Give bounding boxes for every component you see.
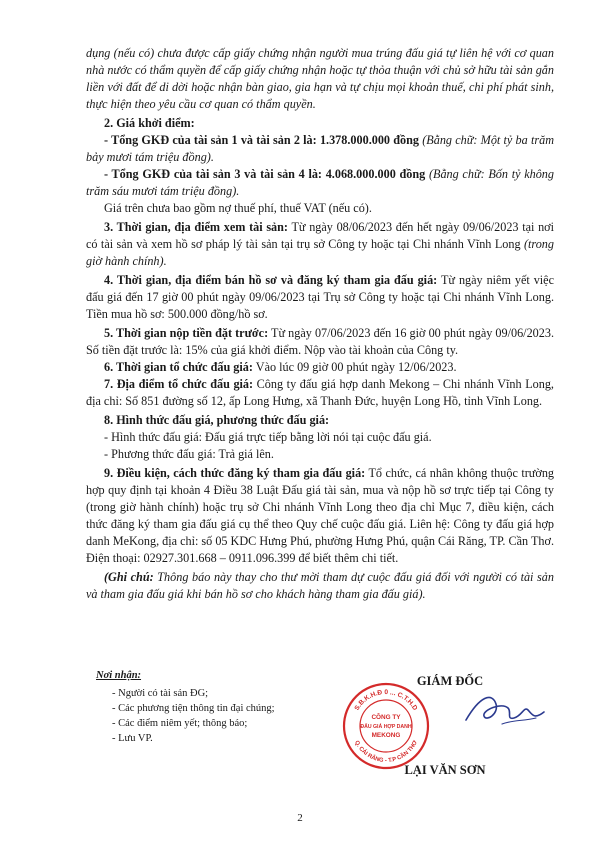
section-4-text: Từ ngày niêm yết việc đấu giá đến 17 giờ 00 phút ngày 09/06/2023 tại Trụ sở Công ty hoặc tại Chi nhánh Vĩnh Long. Tiền mua hồ sơ: 500.000 đồng/hồ sơ. [86, 273, 554, 321]
section-3-text: Từ ngày 08/06/2023 đến hết ngày 09/06/2023 tại nơi có tài sản và xem hồ sơ pháp lý tài sản tại trụ sở Công ty hoặc tại Chi nhánh Vĩnh Long [86, 220, 554, 251]
handwritten-signature [462, 690, 548, 730]
section-8-heading: 8. Hình thức đấu giá, phương thức đấu giá: [104, 413, 330, 427]
section-2-heading: 2. Giá khởi điểm: [104, 116, 195, 130]
section-9-text: Tổ chức, cá nhân không thuộc trường hợp quy định tại khoản 4 Điều 38 Luật Đấu giá tài sản, mua và nộp hồ sơ trực tiếp tại Công ty (trong giờ hành chính) hoặc trụ sở Chi nhánh Vĩnh Long theo địa chỉ Mục 7, điều kiện, cách thức đăng ký tham gia đấu giá cụ thể theo Quy chế cuộc đấu giá. Liên hệ: Công ty đấu giá hợp danh MeKong, địa chỉ: số 05 KDC Hưng Phú, phường Hưng Phú, quận Cái Răng, TP. Cần Thơ. Điện thoại: 02927.301.668 – 0911.096.399 để biết thêm chi tiết. [86, 466, 555, 565]
section-3 [86, 219, 554, 270]
section-7-text: Công ty đấu giá hợp danh Mekong – Chi nhánh Vĩnh Long, địa chỉ: Số 851 đường số 12, ấp Long Hưng, xã Thanh Đức, huyện Long Hồ, tỉnh Vĩnh Long. [86, 377, 554, 408]
section-5-text: Từ ngày 07/06/2023 đến 16 giờ 00 phút ngày 09/06/2023. Số tiền đặt trước là: 15% của giá khởi điểm. Nộp vào tài khoản của Công ty. [86, 326, 554, 357]
seal-line-3: MEKONG [371, 732, 401, 739]
section-3-heading: 3. Thời gian, địa điểm xem tài sản: [104, 220, 288, 234]
document-body [86, 45, 554, 603]
section-5-heading: 5. Thời gian nộp tiền đặt trước: [104, 326, 269, 340]
section-2-line-2 [86, 166, 554, 200]
section-4 [86, 272, 554, 323]
note-label: (Ghi chú: [104, 570, 154, 584]
section-2-note: Giá trên chưa bao gồm nợ thuế phí, thuế VAT (nếu có). [104, 201, 372, 215]
recipient-item: - Lưu VP. [112, 733, 153, 744]
section-6 [86, 359, 554, 376]
price-2-label: - Tổng GKĐ của tài sản 3 và tài sản 4 là: [104, 167, 326, 181]
price-1-words: (Bằng chữ: Một tỷ ba trăm bảy mươi tám triệu đồng). [86, 133, 554, 164]
section-8-item-2: - Phương thức đấu giá: Trả giá lên. [104, 447, 274, 461]
page-number: 2 [297, 812, 303, 824]
intro-paragraph: dụng (nếu có) chưa được cấp giấy chứng nhận người mua trúng đấu giá tự liên hệ với cơ quan nhà nước có thẩm quyền để cấp giấy chứng nhận hoặc tự thỏa thuận với chủ sở hữu tài sản gắn liền với đất để di dời hoặc nhận bàn giao, gia hạn và tự chịu mọi khoản thuế, chi phí phát sinh, thực hiện theo yêu cầu cơ quan có thẩm quyền. [86, 46, 554, 111]
section-8-item-1: - Hình thức đấu giá: Đấu giá trực tiếp bằng lời nói tại cuộc đấu giá. [104, 430, 432, 444]
section-5 [86, 325, 554, 359]
section-4-heading: 4. Thời gian, địa điểm bán hồ sơ và đăng ký tham gia đấu giá: [104, 273, 438, 287]
recipient-item: - Các điểm niêm yết; thông báo; [112, 718, 248, 729]
section-6-text: Vào lúc 09 giờ 00 phút ngày 12/06/2023. [252, 360, 457, 374]
price-2-words: (Bằng chữ: Bốn tỷ không trăm sáu mươi tám triệu đồng). [86, 167, 554, 198]
section-7-heading: 7. Địa điểm tổ chức đấu giá: [104, 377, 254, 391]
seal-line-1: CÔNG TY [371, 714, 401, 721]
section-7 [86, 376, 554, 410]
signer-title: GIÁM ĐỐC [416, 674, 484, 688]
recipients-title: Nơi nhận: [96, 670, 142, 681]
section-2-line-1 [86, 132, 554, 166]
price-1-value: 1.378.000.000 đồng [319, 133, 419, 147]
recipient-item: - Người có tài sản ĐG; [112, 688, 209, 699]
signer-name: LẠI VĂN SƠN [404, 763, 486, 777]
section-6-heading: 6. Thời gian tổ chức đấu giá: [104, 360, 253, 374]
seal-line-2: ĐẤU GIÁ HỢP DANH [360, 724, 412, 730]
section-9 [86, 465, 554, 567]
recipients-block [96, 668, 326, 746]
recipient-item: - Các phương tiện thông tin đại chúng; [112, 703, 275, 714]
seal-ring-text: S.B.K.H.Đ 0 ... C.T.H.D [353, 688, 419, 712]
price-2-value: 4.068.000.000 đồng [325, 167, 426, 181]
note-paragraph [86, 569, 554, 603]
company-seal [342, 682, 430, 770]
seal-bottom-text: Q. CÁI RĂNG - T.P CẦN THƠ [353, 739, 419, 765]
section-9-heading: 9. Điều kiện, cách thức đăng ký tham gia đấu giá: [104, 466, 366, 480]
note-text: Thông báo này thay cho thư mời tham dự cuộc đấu giá đối với người có tài sản và tham gia đấu giá khi bán hồ sơ cho khách hàng tham gia đấu giá). [86, 570, 554, 601]
section-3-italic: (trong giờ hành chính). [86, 237, 554, 268]
price-1-label: - Tổng GKĐ của tài sản 1 và tài sản 2 là: [104, 133, 320, 147]
